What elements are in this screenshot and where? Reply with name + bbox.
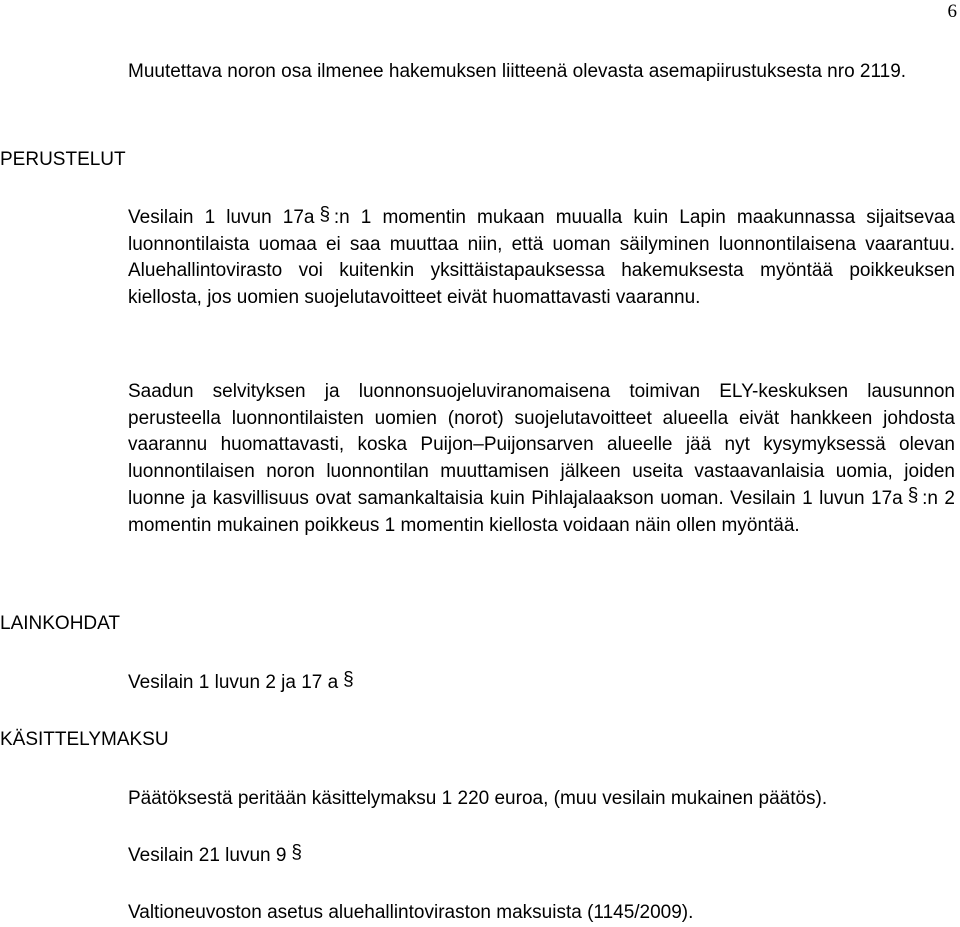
page-number: 6 <box>947 1 957 22</box>
intro-paragraph: Muutettava noron osa ilmenee hakemuksen liitteenä olevasta asemapiirustuksesta nro 2119. <box>128 61 907 82</box>
kasittelymaksu-2-text: Vesilain 21 luvun 9 <box>128 845 287 866</box>
lainkohdat-paragraph <box>128 670 955 697</box>
lainkohdat-text: Vesilain 1 luvun 2 ja 17 a <box>128 672 339 693</box>
perustelut-1-part-a: Vesilain 1 luvun 17a <box>128 207 315 228</box>
kasittelymaksu-paragraph-2 <box>128 843 955 870</box>
perustelut-2-part-b: :n 2 momentin mukainen poikkeus 1 momentin kiellosta voidaan näin ollen myöntää. <box>128 487 955 536</box>
kasittelymaksu-paragraph-1: Päätöksestä peritään käsittelymaksu 1 220 euroa, (muu vesilain mukainen päätös). <box>128 788 828 809</box>
heading-lainkohdat: LAINKOHDAT <box>0 613 121 634</box>
kasittelymaksu-paragraph-3: Valtioneuvoston asetus aluehallintoviraston maksuista (1145/2009). <box>128 902 694 923</box>
section-sign-icon <box>320 210 332 224</box>
section-sign-icon <box>908 491 920 505</box>
perustelut-1-part-b: :n 1 momentin mukaan muualla kuin Lapin maakunnassa sijaitsevaa luonnontilaista uomaa ei saa muuttaa niin, että uoman säilyminen luonnontilaisena vaarantuu. Aluehallintovirasto voi kuitenkin yksittäistapauksessa hakemuksesta myöntää poikkeuksen kiellosta, jos uomien suojelutavoitteet eivät huomattavasti vaarannu. <box>128 207 956 309</box>
section-sign-icon <box>344 675 356 689</box>
perustelut-paragraph-2 <box>128 379 955 539</box>
heading-perustelut: PERUSTELUT <box>0 149 126 170</box>
perustelut-2-part-a: Saadun selvityksen ja luonnonsuojeluviranomaisena toimivan ELY-keskuksen lausunnon perusteella luonnontilaisten uomien (norot) suojelutavoitteet alueella eivät hankkeen johdosta vaarannu huomattavasti, koska Puijon–Puijonsarven alueelle jää nyt kysymyksessä olevan luonnontilaisen noron luonnontilan muuttamisen jälkeen useita vastaavanlaisia uomia, joiden luonne ja kasvillisuus ovat samankaltaisia kuin Pihlajalaakson uoman. Vesilain 1 luvun 17a <box>128 381 955 509</box>
section-sign-icon <box>292 848 304 862</box>
perustelut-paragraph-1 <box>128 205 955 312</box>
heading-kasittelymaksu: KÄSITTELYMAKSU <box>0 729 169 750</box>
